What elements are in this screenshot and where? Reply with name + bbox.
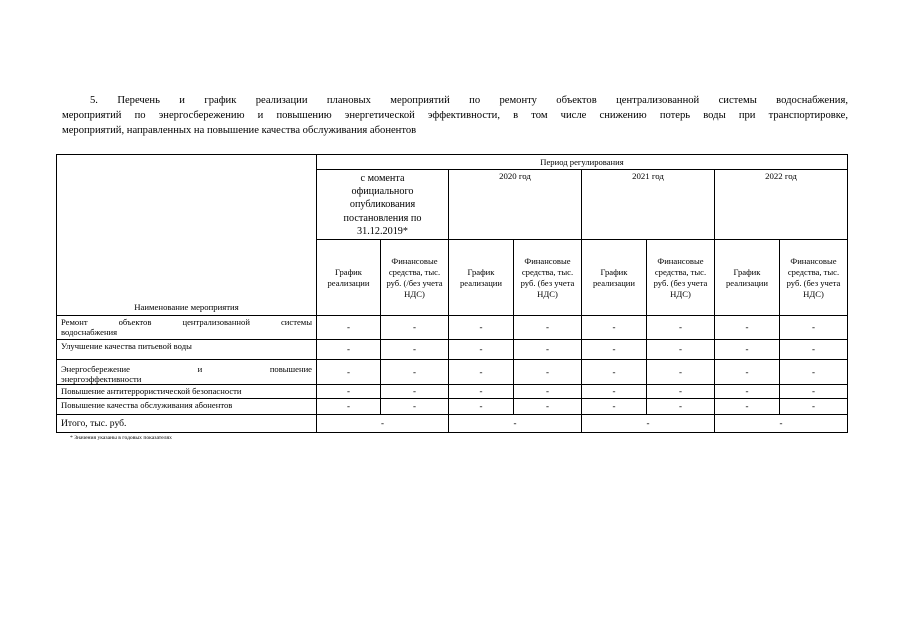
row-name [57,340,317,360]
row-name [57,385,317,399]
period-2021: 2021 год [582,170,715,240]
row-name-line-1: Энергосбережение и повышение [61,364,312,374]
cell-value: - [449,340,514,360]
sub-finance-label: Финансовые средства, тыс. руб. (/без учета НДС) [386,255,443,299]
cell-value: - [647,385,715,399]
cell-value: - [317,360,381,385]
sub-schedule [715,240,780,316]
period-header: Период регулирования [317,155,848,170]
cell-value: - [582,399,647,415]
cell-value: - [780,316,848,340]
total-value: - [715,415,848,433]
sub-finance [514,240,582,316]
sub-schedule [582,240,647,316]
cell-value: - [647,316,715,340]
heading-line-1: 5. Перечень и график реализации плановых мероприятий по ремонту объектов централизованной системы водоснабжения, [90,95,848,106]
heading-line-2: мероприятий по энергосбережению и повышению энергетической эффективности, в том числе снижению потерь воды при транспортировке, [62,110,848,121]
cell-value: - [381,340,449,360]
table-row [57,399,848,415]
sub-schedule-label: График реализации [327,266,370,288]
cell-value: - [582,360,647,385]
period-initial [317,170,449,240]
sub-finance-label: Финансовые средства, тыс. руб. (без учета НДС) [520,255,575,299]
table-row [57,360,848,385]
cell-value: - [780,340,848,360]
cell-value: - [715,316,780,340]
sub-finance [780,240,848,316]
row-name-line-2: энергоэффективности [61,374,142,385]
total-value: - [449,415,582,433]
footnote: * Значения указаны в годовых показателях [70,435,172,441]
cell-value: - [647,399,715,415]
cell-value: - [647,360,715,385]
cell-value: - [780,360,848,385]
total-value: - [582,415,715,433]
table-row [57,316,848,340]
sub-schedule-label: График реализации [460,266,502,288]
cell-value: - [449,316,514,340]
cell-value: - [715,340,780,360]
total-row [57,415,848,433]
sub-schedule-label: График реализации [726,266,768,288]
cell-value: - [715,399,780,415]
sub-finance [381,240,449,316]
heading-line-3: мероприятий, направленных на повышение качества обслуживания абонентов [62,125,417,136]
cell-value: - [317,316,381,340]
sub-finance [647,240,715,316]
total-label: Итого, тыс. руб. [57,415,317,433]
cell-value: - [514,399,582,415]
sub-finance-label: Финансовые средства, тыс. руб. (без учета НДС) [786,255,841,299]
table-row [57,340,848,360]
cell-value: - [582,340,647,360]
row-name-line-1: Повышение антитеррористической безопасности [61,386,242,397]
cell-value: - [582,385,647,399]
cell-value: - [449,360,514,385]
cell-value: - [514,316,582,340]
cell-value: - [647,340,715,360]
cell-value: - [449,385,514,399]
cell-value: - [317,385,381,399]
cell-value: - [514,340,582,360]
cell-value: - [582,316,647,340]
cell-value: - [780,385,848,399]
cell-value: - [381,399,449,415]
cell-value: - [514,385,582,399]
row-name-line-1: Ремонт объектов централизованной системы [61,317,312,327]
cell-value: - [780,399,848,415]
name-column-header: Наименование мероприятия [57,155,317,316]
row-name-line-1: Повышение качества обслуживания абонентов [61,400,233,411]
sub-schedule-label: График реализации [593,266,635,288]
cell-value: - [715,360,780,385]
section-heading [62,93,848,138]
period-initial-label: с момента официального опубликования постановления по 31.12.2019* [343,173,422,237]
period-2022: 2022 год [715,170,848,240]
row-name [57,360,317,385]
table-row [57,385,848,399]
sub-schedule [449,240,514,316]
cell-value: - [381,316,449,340]
plan-table [56,154,848,433]
cell-value: - [715,385,780,399]
row-name [57,399,317,415]
cell-value: - [317,399,381,415]
sub-finance-label: Финансовые средства, тыс. руб. (без учета НДС) [653,255,708,299]
cell-value: - [381,360,449,385]
row-name-line-1: Улучшение качества питьевой воды [61,341,192,351]
cell-value: - [514,360,582,385]
row-name [57,316,317,340]
period-2020: 2020 год [449,170,582,240]
cell-value: - [449,399,514,415]
row-name-line-2: водоснабжения [61,327,118,338]
cell-value: - [317,340,381,360]
sub-schedule [317,240,381,316]
cell-value: - [381,385,449,399]
total-value: - [317,415,449,433]
